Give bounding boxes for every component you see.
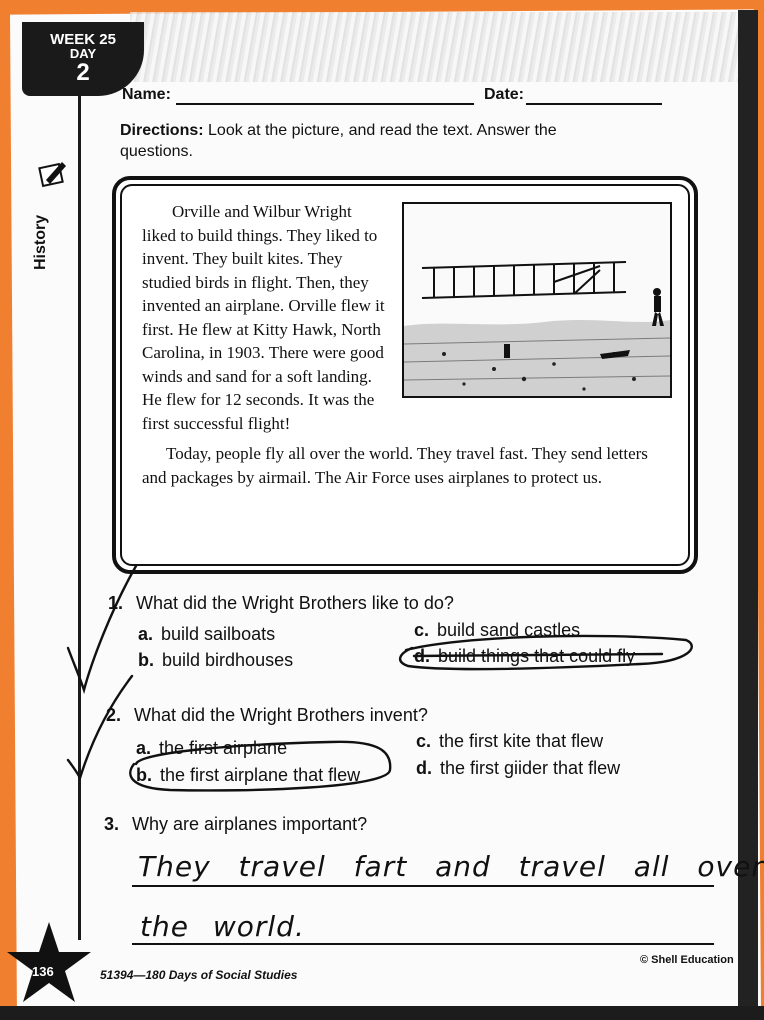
day-number: 2 bbox=[76, 59, 90, 86]
date-label: Date: bbox=[484, 86, 525, 103]
pencil-paper-icon bbox=[38, 158, 68, 188]
option-letter: b. bbox=[136, 765, 152, 785]
q1-option-d[interactable] bbox=[414, 646, 635, 667]
reading-passage-box bbox=[112, 176, 698, 574]
date-field[interactable] bbox=[526, 103, 662, 105]
question-text: What did the Wright Brothers like to do? bbox=[136, 593, 454, 613]
option-text: build birdhouses bbox=[162, 650, 294, 670]
torn-paper-edge bbox=[130, 12, 754, 82]
option-letter: c. bbox=[416, 731, 432, 751]
question-number: 2. bbox=[106, 705, 122, 725]
option-letter: c. bbox=[414, 620, 430, 640]
option-letter: a. bbox=[138, 624, 154, 644]
directions-label: Directions: bbox=[120, 122, 204, 139]
option-text: the first airplane that flew bbox=[160, 765, 361, 785]
publisher: © Shell Education bbox=[640, 954, 734, 966]
option-letter: a. bbox=[136, 738, 152, 758]
question-2 bbox=[106, 705, 428, 726]
week-label: WEEK 25 bbox=[50, 31, 116, 48]
option-letter: d. bbox=[414, 646, 430, 666]
week-day-badge bbox=[22, 22, 144, 96]
option-letter: b. bbox=[138, 650, 154, 670]
book-title: 51394—180 Days of Social Studies bbox=[100, 968, 298, 982]
q1-option-a[interactable] bbox=[138, 624, 275, 645]
question-number: 3. bbox=[104, 814, 120, 834]
q2-option-a[interactable] bbox=[136, 738, 287, 759]
option-letter: d. bbox=[416, 758, 432, 778]
question-text: Why are airplanes important? bbox=[132, 814, 368, 834]
q2-option-b[interactable] bbox=[136, 765, 360, 786]
passage bbox=[142, 200, 672, 489]
option-text: the first airplane bbox=[159, 738, 288, 758]
directions-text: Look at the picture, and read the text. Answer the questions. bbox=[120, 122, 557, 160]
q1-option-c[interactable] bbox=[414, 620, 580, 641]
passage-paragraph-1: Orville and Wilbur Wright liked to build things. They liked to invent. They built kites. They studied birds in flight. Then, they invented an airplane. Orville flew it first. He flew at Kitty Hawk, North Carolina, in 1903. There were good winds and sand for a soft landing. He flew for 12 seconds. It was the first successful flight! bbox=[142, 202, 385, 433]
option-text: build sand castles bbox=[437, 620, 581, 640]
answer-line-2[interactable] bbox=[132, 943, 714, 945]
day-label: DAY bbox=[69, 46, 97, 61]
q2-option-d[interactable] bbox=[416, 758, 620, 779]
question-text: What did the Wright Brothers invent? bbox=[134, 705, 428, 725]
handwritten-answer-line-1: They travel fart and travel all over bbox=[138, 850, 764, 883]
question-number: 1. bbox=[108, 593, 124, 613]
passage-paragraph-2: Today, people fly all over the world. They travel fast. They send letters and packages by airmail. The Air Force uses airplanes to protect us. bbox=[142, 444, 648, 487]
margin-line bbox=[78, 90, 81, 940]
directions bbox=[120, 120, 600, 162]
name-label: Name: bbox=[122, 86, 171, 103]
page-bottom-shadow bbox=[0, 1006, 764, 1020]
answer-line-1[interactable] bbox=[132, 885, 714, 887]
handwritten-answer-line-2: the world. bbox=[140, 910, 305, 943]
page-number: 136 bbox=[32, 964, 54, 979]
subject-label: History bbox=[32, 214, 49, 270]
q2-option-c[interactable] bbox=[416, 731, 603, 752]
q1-option-b[interactable] bbox=[138, 650, 293, 671]
option-text: build things that could fly bbox=[438, 646, 636, 666]
star-icon bbox=[6, 920, 92, 1006]
question-1 bbox=[108, 593, 454, 614]
option-text: the first kite that flew bbox=[439, 731, 604, 751]
name-field[interactable] bbox=[176, 103, 474, 105]
option-text: the first giider that flew bbox=[440, 758, 621, 778]
wright-flyer-photo bbox=[402, 202, 672, 398]
option-text: build sailboats bbox=[161, 624, 276, 644]
subject-tab bbox=[28, 200, 72, 280]
question-3 bbox=[104, 814, 367, 835]
